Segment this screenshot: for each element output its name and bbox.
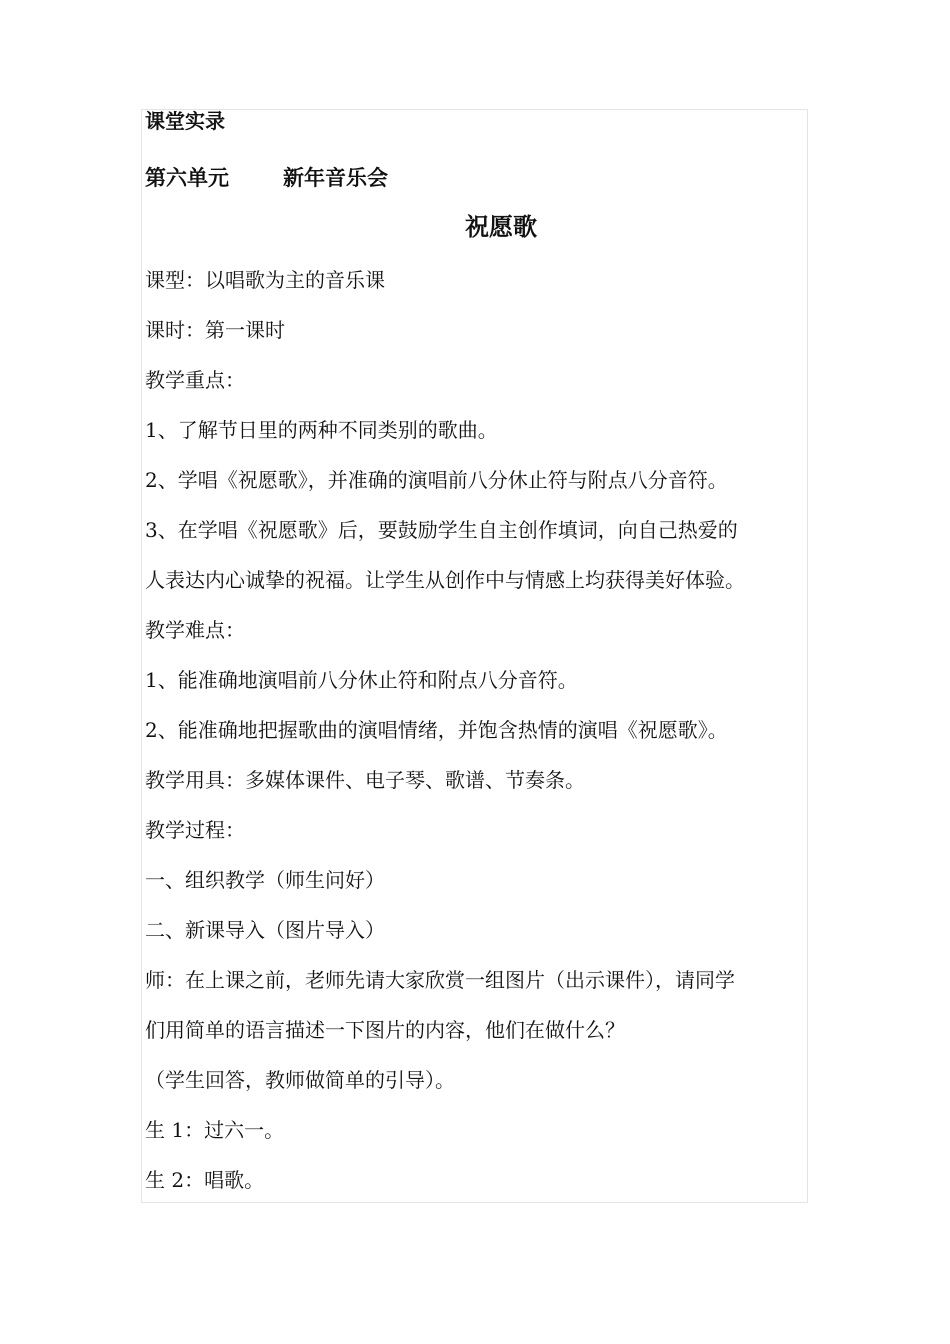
difficulties-heading: 教学难点： [145,618,245,642]
key-point-1: 1、了解节日里的两种不同类别的歌曲。 [145,418,498,442]
unit-title: 新年音乐会 [283,166,388,190]
lesson-type: 课型：以唱歌为主的音乐课 [145,268,385,292]
difficulty-1: 1、能准确地演唱前八分休止符和附点八分音符。 [145,668,578,692]
lesson-period: 课时：第一课时 [145,318,285,342]
student-1: 生 1：过六一。 [145,1118,285,1142]
key-point-2: 2、学唱《祝愿歌》，并准确的演唱前八分休止符与附点八分音符。 [145,468,728,492]
key-points-heading: 教学重点： [145,368,245,392]
step-2: 二、新课导入（图片导入） [145,918,385,942]
key-point-3-cont: 人表达内心诚挚的祝福。让学生从创作中与情感上均获得美好体验。 [145,568,745,592]
teaching-tools: 教学用具：多媒体课件、电子琴、歌谱、节奏条。 [145,768,585,792]
lesson-title: 祝愿歌 [465,213,537,241]
unit-number: 第六单元 [145,166,229,190]
difficulty-2: 2、能准确地把握歌曲的演唱情绪，并饱含热情的演唱《祝愿歌》。 [145,718,728,742]
header-label: 课堂实录 [145,109,225,133]
key-point-3: 3、在学唱《祝愿歌》后，要鼓励学生自主创作填词，向自己热爱的 [145,518,738,542]
teacher-line: 师：在上课之前，老师先请大家欣赏一组图片（出示课件），请同学 [145,968,735,992]
process-heading: 教学过程： [145,818,245,842]
student-2: 生 2：唱歌。 [145,1168,265,1192]
unit-heading [145,164,388,192]
student-answer-note: （学生回答，教师做简单的引导）。 [145,1068,455,1092]
teacher-line-cont: 们用简单的语言描述一下图片的内容，他们在做什么？ [145,1018,625,1042]
step-1: 一、组织教学（师生问好） [145,868,385,892]
